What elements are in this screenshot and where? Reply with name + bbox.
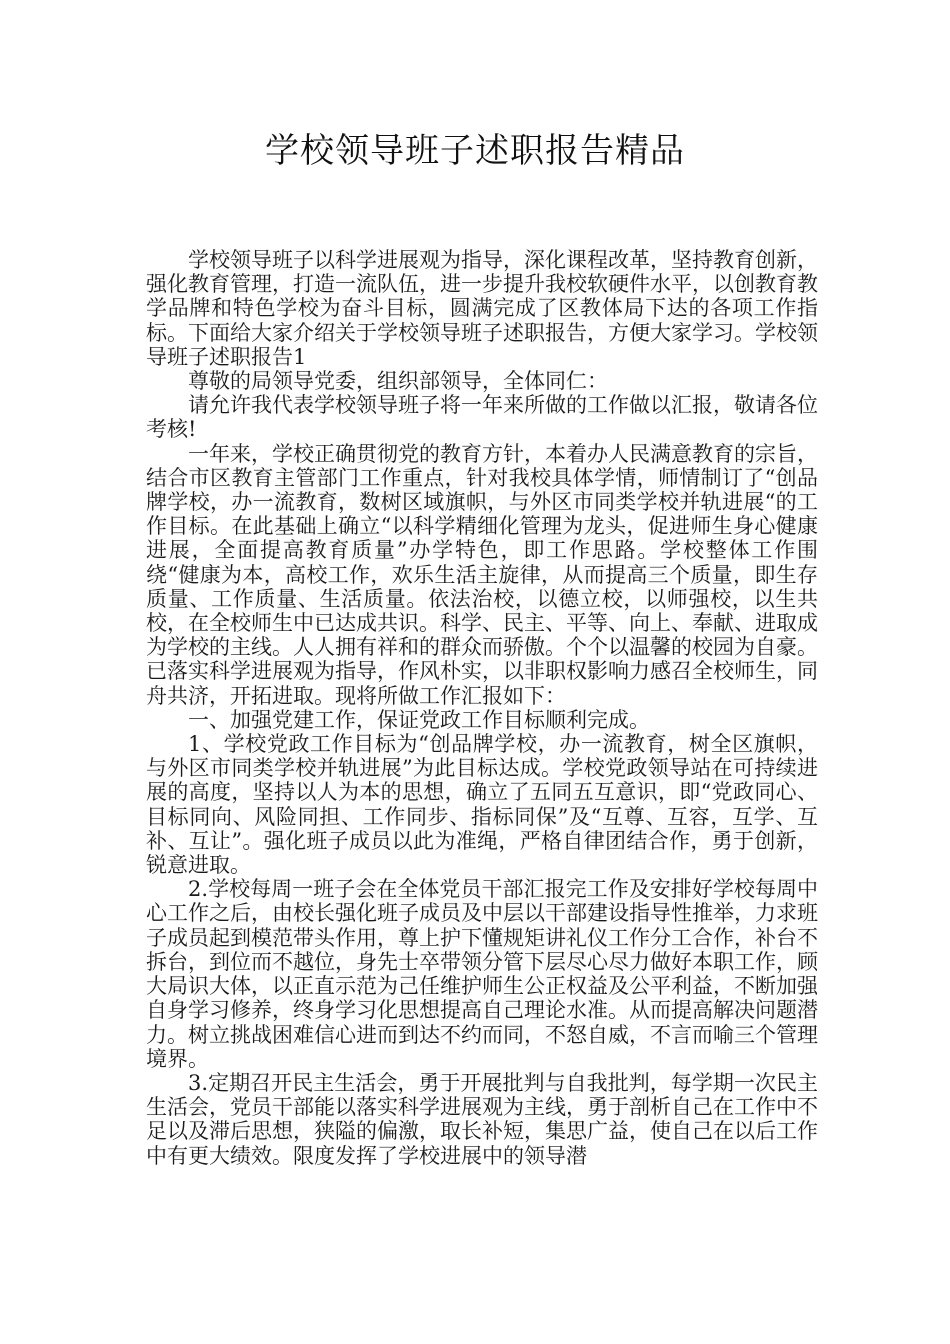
paragraph-overview: 一年来，学校正确贯彻党的教育方针，本着办人民满意教育的宗旨，结合市区教育主管部门工作重点，针对我校具体学情，师情制订了“创品牌学校，办一流教育，数树区域旗帜，与外区市同类学校并轨进展“的工作目标。在此基础上确立“以科学精细化管理为龙头，促进师生身心健康进展，全面提高教育质量”办学特色，即工作思路。学校整体工作围绕“健康为本，高校工作，欢乐生活主旋律，从而提高三个质量，即生存质量、工作质量、生活质量。依法治校，以德立校，以师强校，以生共校，在全校师生中已达成共识。科学、民主、平等、向上、奉献、进取成为学校的主线。人人拥有祥和的群众而骄傲。个个以温馨的校园为自豪。已落实科学进展观为指导，作风朴实，以非职权影响力感召全校师生，同舟共济，开拓进取。现将所做工作汇报如下： bbox=[146, 441, 818, 708]
section-heading-party-building: 一、加强党建工作，保证党政工作目标顺利完成。 bbox=[188, 707, 650, 732]
paragraph-item-2: 2.学校每周一班子会在全体党员干部汇报完工作及安排好学校每周中心工作之后，由校长强化班子成员及中层以干部建设指导性推举，力求班子成员起到模范带头作用，尊上护下懂规矩讲礼仪工作分工合作，补台不拆台，到位而不越位，身先士卒带领分管下层尽心尽力做好本职工作，顾大局识大体，以正直示范为己任维护师生公正权益及公平利益，不断加强自身学习修养，终身学习化思想提高自己理论水准。从而提高解决问题潜力。树立挑战困难信心进而到达不约而同，不怒自威，不言而喻三个管理境界。 bbox=[146, 877, 818, 1071]
document-body bbox=[146, 248, 818, 1168]
paragraph-intro: 学校领导班子以科学进展观为指导，深化课程改革，坚持教育创新，强化教育管理，打造一流队伍，进一步提升我校软硬件水平，以创教育教学品牌和特色学校为奋斗目标，圆满完成了区教体局下达的各项工作指标。下面给大家介绍关于学校领导班子述职报告，方便大家学习。学校领导班子述职报告1 bbox=[146, 248, 818, 369]
paragraph-item-1: 1、学校党政工作目标为“创品牌学校，办一流教育，树全区旗帜，与外区市同类学校并轨进展”为此目标达成。学校党政领导站在可持续进展的高度，坚持以人为本的思想，确立了五同五互意识，即“党政同心、目标同向、风险同担、工作同步、指标同保”及“互尊、互容，互学、互补、互让”。强化班子成员以此为准绳，严格自律团结合作，勇于创新，锐意进取。 bbox=[146, 732, 818, 878]
paragraph-salutation: 尊敬的局领导党委，组织部领导，全体同仁： bbox=[188, 369, 608, 394]
paragraph-item-3: 3.定期召开民主生活会，勇于开展批判与自我批判，每学期一次民主生活会，党员干部能以落实科学进展观为主线，勇于剖析自己在工作中不足以及滞后思想，狭隘的偏激，取长补短，集思广益，使自己在以后工作中有更大绩效。限度发挥了学校进展中的领导潜 bbox=[146, 1070, 818, 1168]
document-title: 学校领导班子述职报告精品 bbox=[265, 131, 685, 171]
paragraph-request: 请允许我代表学校领导班子将一年来所做的工作做以汇报，敬请各位考核! bbox=[146, 393, 818, 442]
